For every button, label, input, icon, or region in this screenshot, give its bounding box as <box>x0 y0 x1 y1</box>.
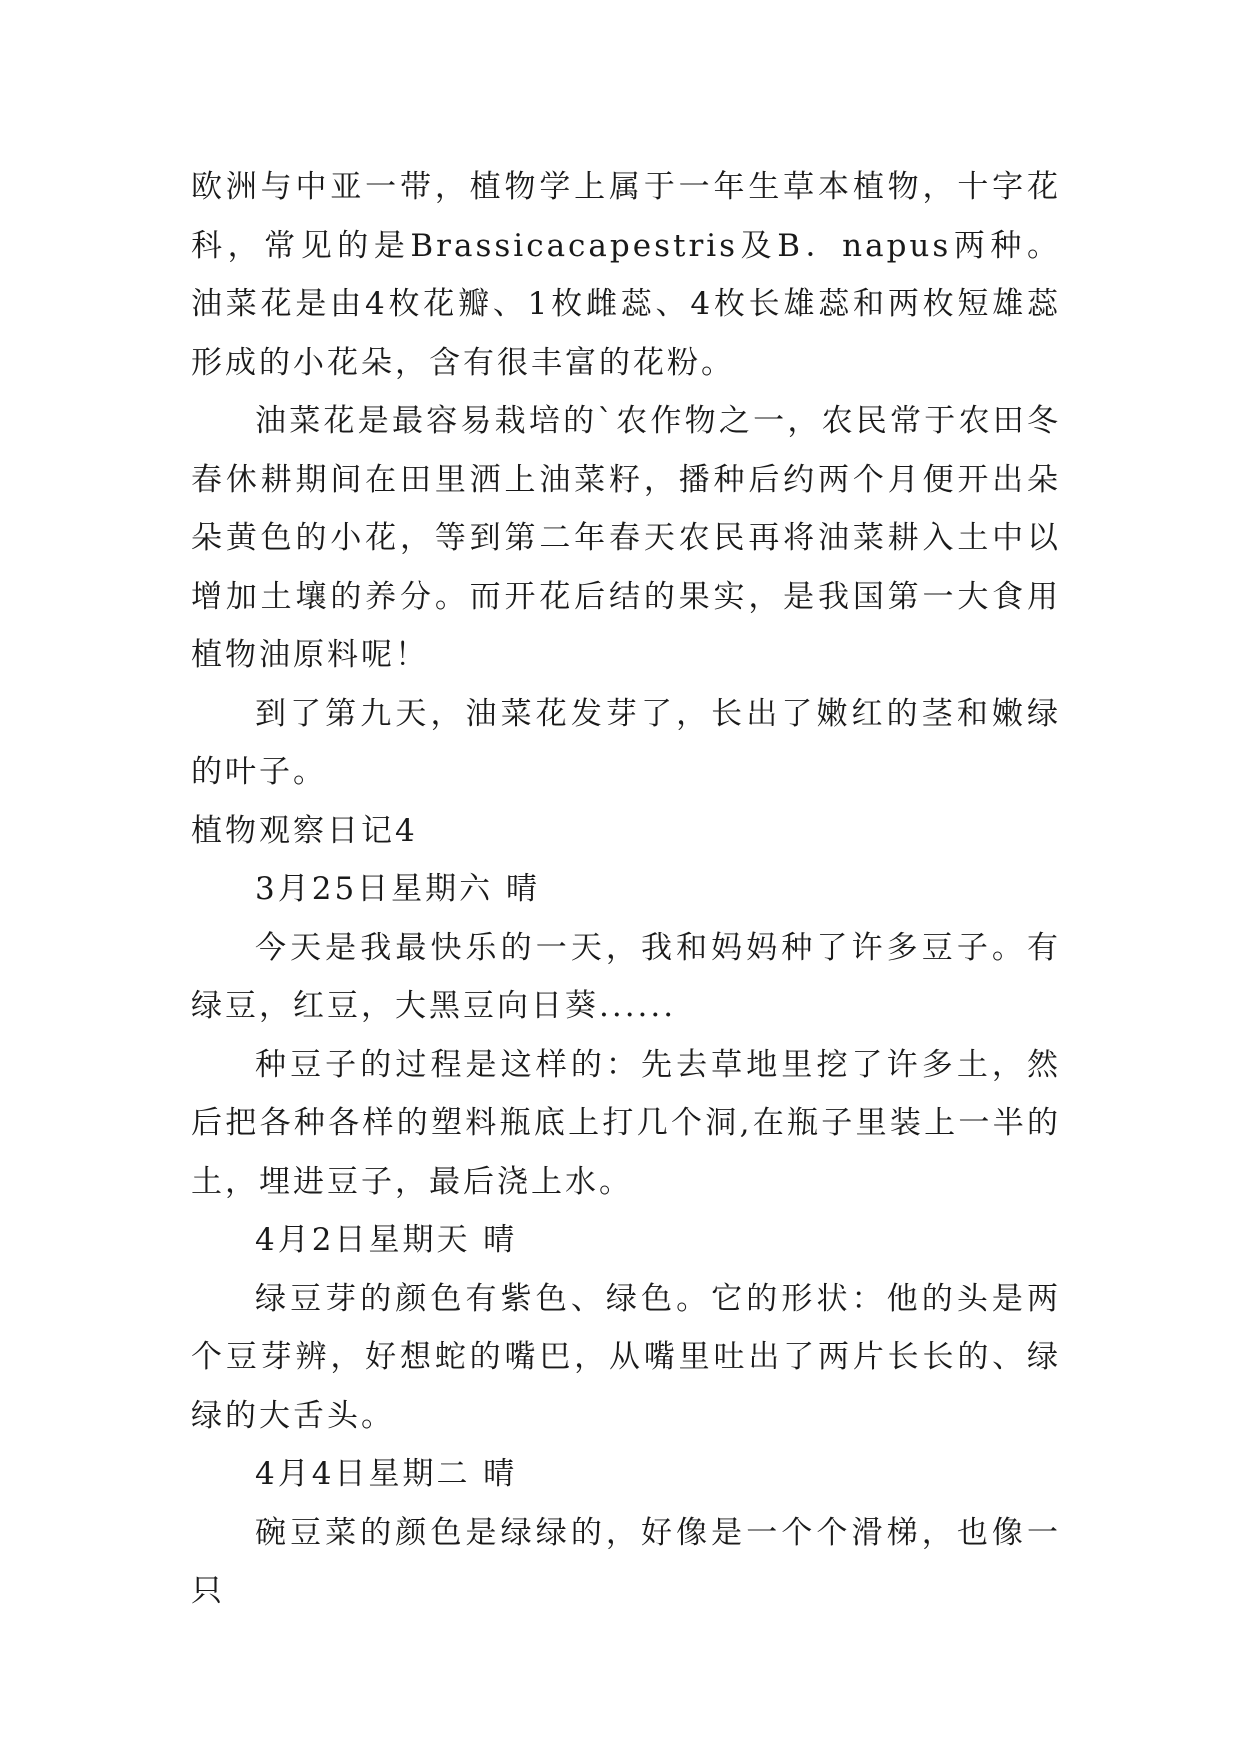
paragraph-rapeseed-botany: 欧洲与中亚一带，植物学上属于一年生草本植物，十字花科，常见的是Brassicacapestris及B．napus两种。油菜花是由4枚花瓣、1枚雌蕊、4枚长雄蕊和两枚短雄蕊形成的小花朵，含有很丰富的花粉。 <box>191 169 1061 381</box>
paragraph-rapeseed-cultivation: 油菜花是最容易栽培的`农作物之一，农民常于农田冬春休耕期间在田里洒上油菜籽，播种后约两个月便开出朵朵黄色的小花，等到第二年春天农民再将油菜耕入土中以增加土壤的养分。而开花后结的果实，是我国第一大食用植物油原料呢！ <box>191 403 1061 673</box>
diary-date-apr4: 4月4日星期二 晴 <box>255 1456 518 1492</box>
paragraph-day-nine: 到了第九天，油菜花发芽了，长出了嫩红的茎和嫩绿的叶子。 <box>191 695 1061 790</box>
paragraph-planting-process: 种豆子的过程是这样的：先去草地里挖了许多土，然后把各种各样的塑料瓶底上打几个洞,在瓶子里装上一半的土，埋进豆子，最后浇上水。 <box>191 1046 1061 1200</box>
paragraph-pea-sprout: 碗豆菜的颜色是绿绿的，好像是一个个滑梯，也像一只 <box>191 1514 1061 1609</box>
document-body <box>191 158 1061 1621</box>
diary-date-mar25: 3月25日星期六 晴 <box>255 871 541 907</box>
diary-date-apr2: 4月2日星期天 晴 <box>255 1222 518 1258</box>
paragraph-mung-bean-sprout: 绿豆芽的颜色有紫色、绿色。它的形状：他的头是两个豆芽辨，好想蛇的嘴巴，从嘴里吐出了两片长长的、绿绿的大舌头。 <box>191 1280 1061 1434</box>
paragraph-planting-beans: 今天是我最快乐的一天，我和妈妈种了许多豆子。有绿豆，红豆，大黑豆向日葵...... <box>191 929 1061 1024</box>
diary-heading: 植物观察日记4 <box>191 812 418 849</box>
